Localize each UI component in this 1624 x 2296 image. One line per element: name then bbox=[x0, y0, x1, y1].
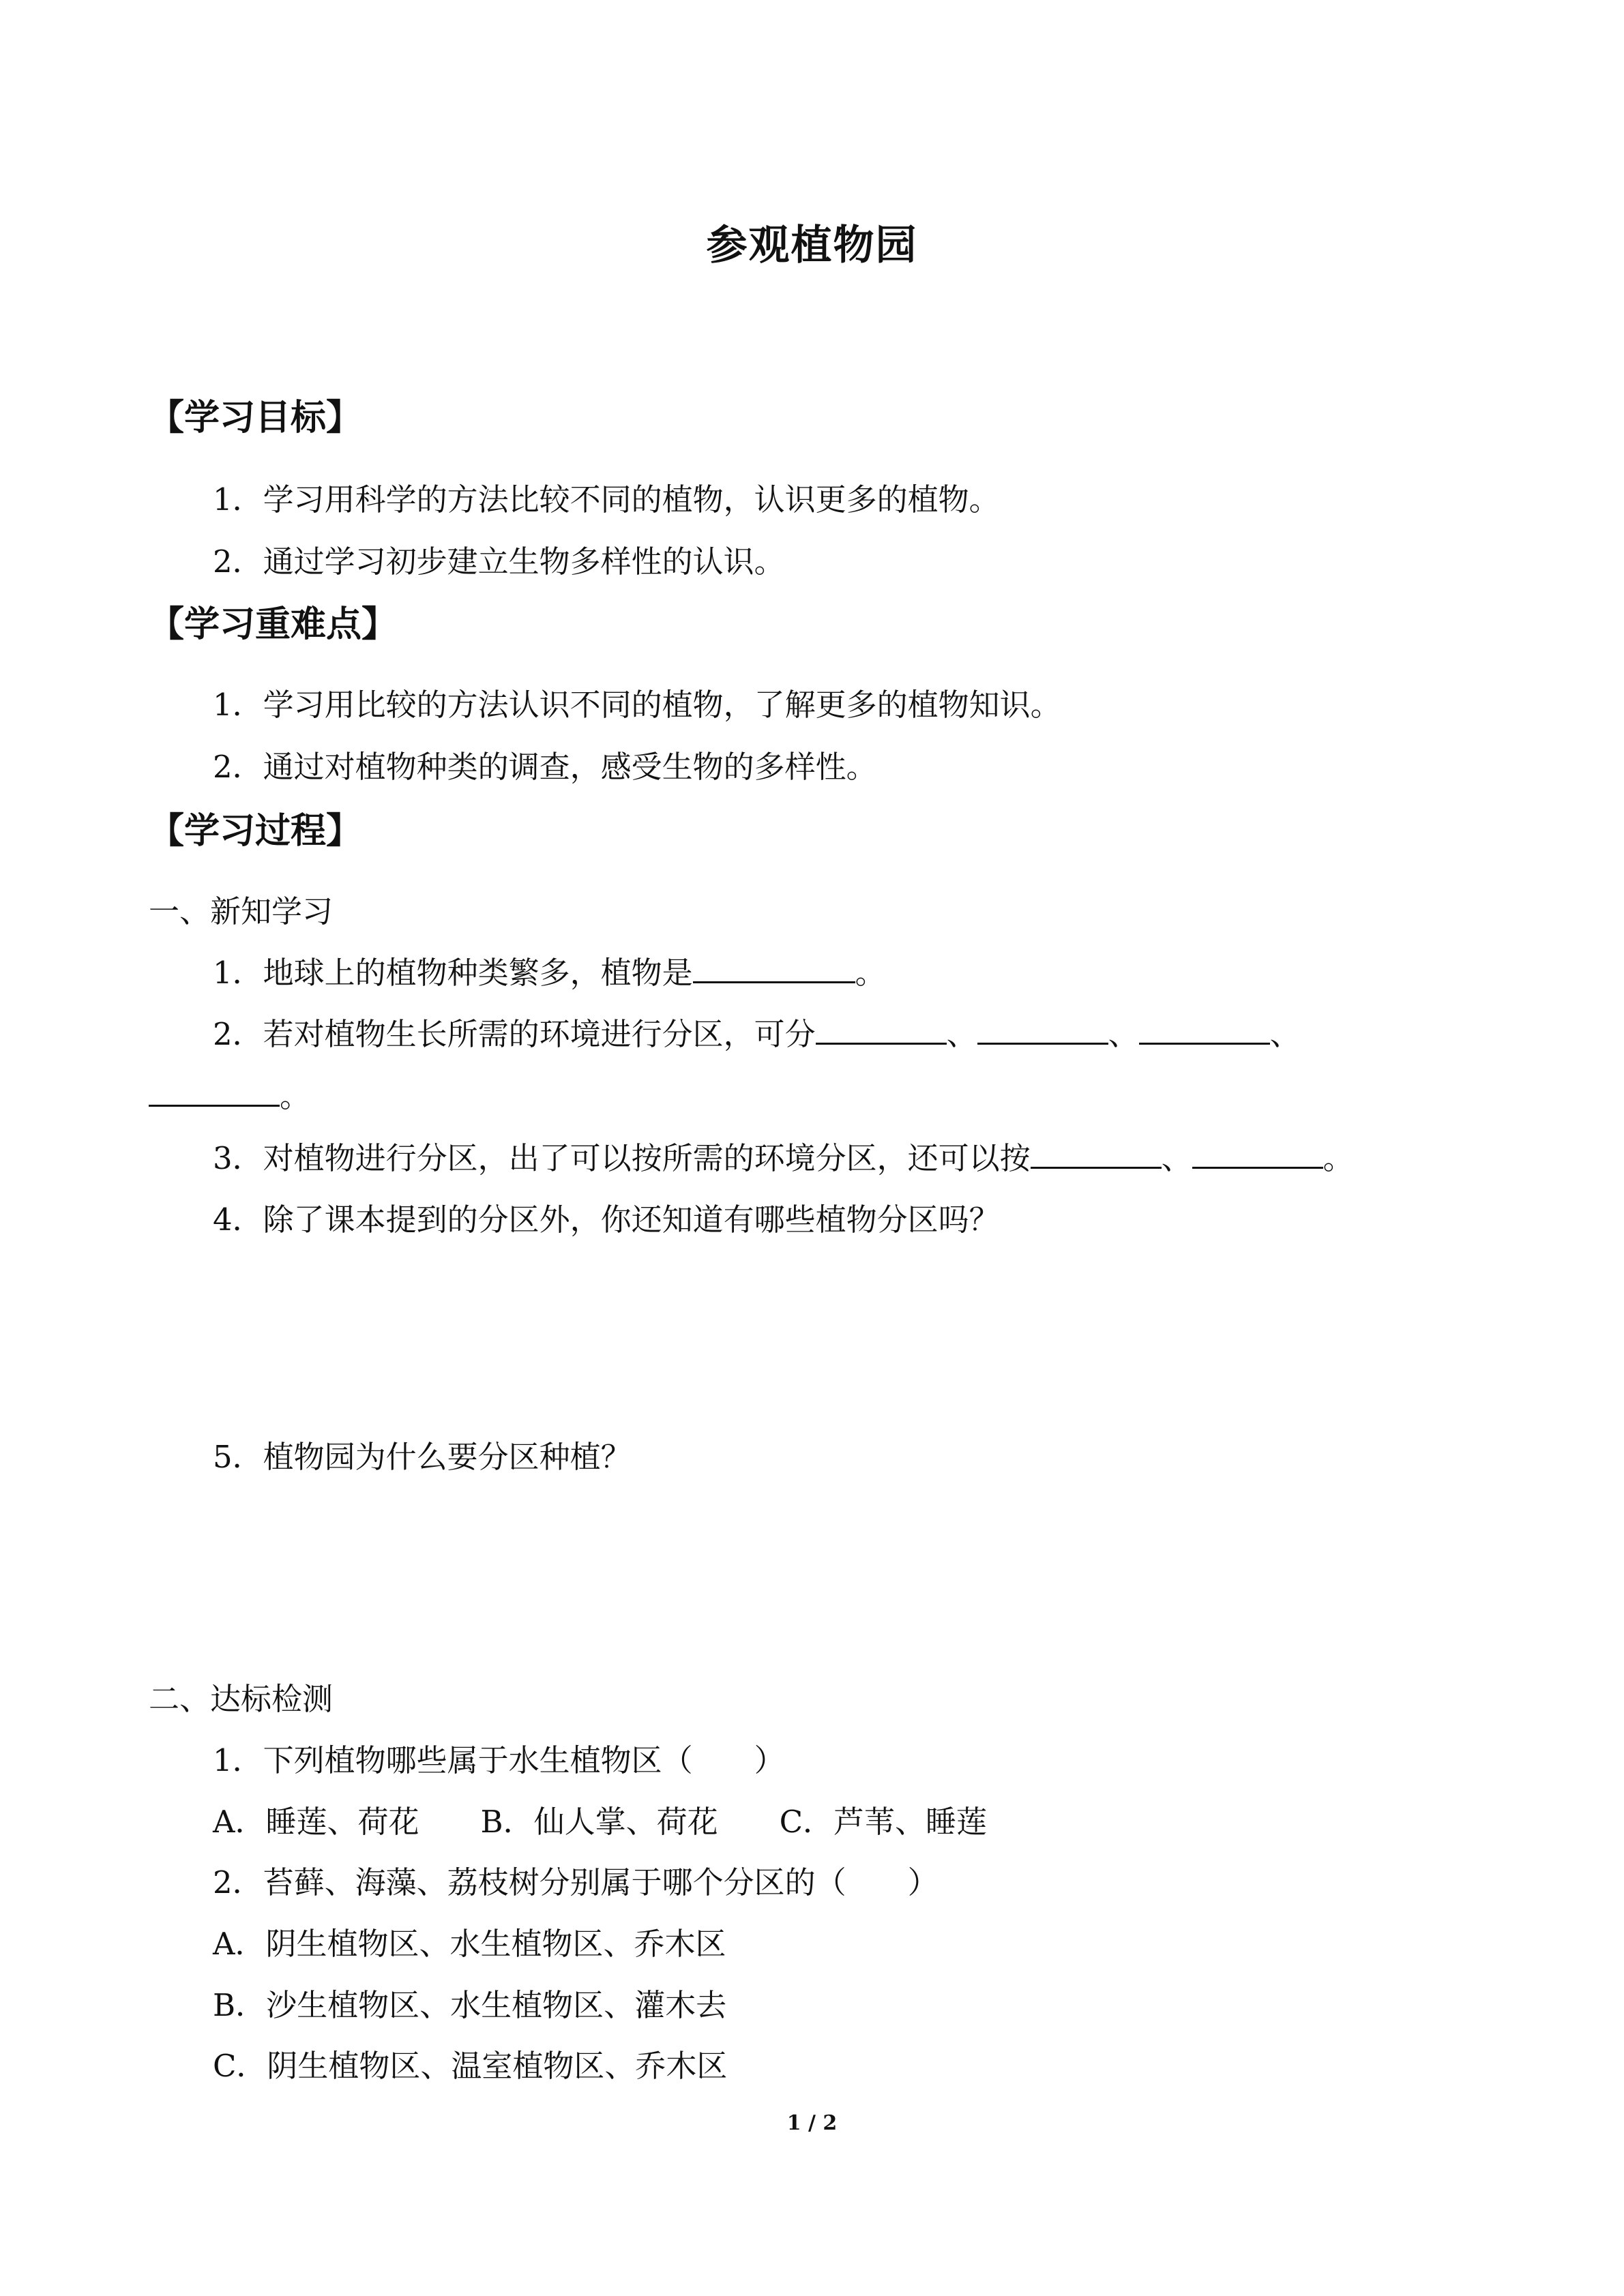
answer-blank[interactable] bbox=[1031, 1137, 1162, 1169]
objective-item-2: 2．通过学习初步建立生物多样性的认识。 bbox=[213, 543, 785, 580]
question-text: 3．对植物进行分区，出了可以按所需的环境分区，还可以按 bbox=[213, 1140, 1031, 1176]
part1-question-2-continued bbox=[149, 1071, 310, 1116]
part1-question-3 bbox=[213, 1133, 1354, 1178]
answer-blank[interactable] bbox=[693, 951, 855, 983]
key-points-heading: 【学习重难点】 bbox=[149, 604, 398, 645]
part1-question-1 bbox=[213, 948, 886, 992]
answer-blank[interactable] bbox=[1139, 1013, 1270, 1045]
part2-question-2-option-c[interactable]: C．阴生植物区、温室植物区、乔木区 bbox=[213, 2048, 728, 2084]
close-parenthesis: ） bbox=[754, 1742, 785, 1778]
page-title: 参观植物园 bbox=[706, 222, 918, 269]
key-point-item-2: 2．通过对植物种类的调查，感受生物的多样性。 bbox=[213, 749, 877, 785]
option-a[interactable]: A．睡莲、荷花 bbox=[213, 1804, 419, 1840]
part1-question-4: 4．除了课本提到的分区外，你还知道有哪些植物分区吗？ bbox=[213, 1202, 1000, 1238]
answer-blank[interactable] bbox=[149, 1075, 280, 1107]
part2-question-2-option-a[interactable]: A．阴生植物区、水生植物区、乔木区 bbox=[213, 1926, 726, 1962]
part2-question-2-option-b[interactable]: B．沙生植物区、水生植物区、灌木去 bbox=[213, 1987, 727, 2023]
part2-question-1-options bbox=[213, 1797, 987, 1841]
key-point-item-1: 1．学习用比较的方法认识不同的植物，了解更多的植物知识。 bbox=[213, 687, 1061, 723]
answer-blank[interactable] bbox=[816, 1013, 947, 1045]
part2-question-1 bbox=[213, 1735, 785, 1780]
part2-heading: 二、达标检测 bbox=[149, 1681, 334, 1717]
question-text: 1．地球上的植物种类繁多，植物是 bbox=[213, 955, 693, 991]
part1-heading: 一、新知学习 bbox=[149, 893, 334, 929]
page-number: 1 / 2 bbox=[786, 2111, 838, 2135]
option-b[interactable]: B．仙人掌、荷花 bbox=[480, 1804, 718, 1840]
question-text: 1．下列植物哪些属于水生植物区（ bbox=[213, 1742, 693, 1778]
separator: 、 bbox=[1269, 1016, 1301, 1052]
option-c[interactable]: C．芦苇、睡莲 bbox=[779, 1804, 988, 1840]
answer-blank[interactable] bbox=[1192, 1137, 1323, 1169]
question-text: 2．若对植物生长所需的环境进行分区，可分 bbox=[213, 1016, 816, 1052]
answer-blank[interactable] bbox=[977, 1013, 1108, 1045]
punctuation: 。 bbox=[280, 1078, 311, 1114]
punctuation: 。 bbox=[1323, 1140, 1354, 1176]
separator: 、 bbox=[1161, 1140, 1192, 1176]
part1-question-5: 5．植物园为什么要分区种植？ bbox=[213, 1439, 632, 1475]
question-text: 2．苔藓、海藻、荔枝树分别属于哪个分区的（ bbox=[213, 1864, 846, 1900]
process-heading: 【学习过程】 bbox=[149, 811, 362, 852]
part2-question-2 bbox=[213, 1858, 939, 1902]
objectives-heading: 【学习目标】 bbox=[149, 398, 362, 438]
part1-question-2 bbox=[213, 1009, 1301, 1054]
punctuation: 。 bbox=[855, 955, 886, 991]
objective-item-1: 1．学习用科学的方法比较不同的植物，认识更多的植物。 bbox=[213, 481, 1000, 518]
separator: 、 bbox=[1108, 1016, 1139, 1052]
close-parenthesis: ） bbox=[907, 1864, 939, 1900]
separator: 、 bbox=[946, 1016, 977, 1052]
